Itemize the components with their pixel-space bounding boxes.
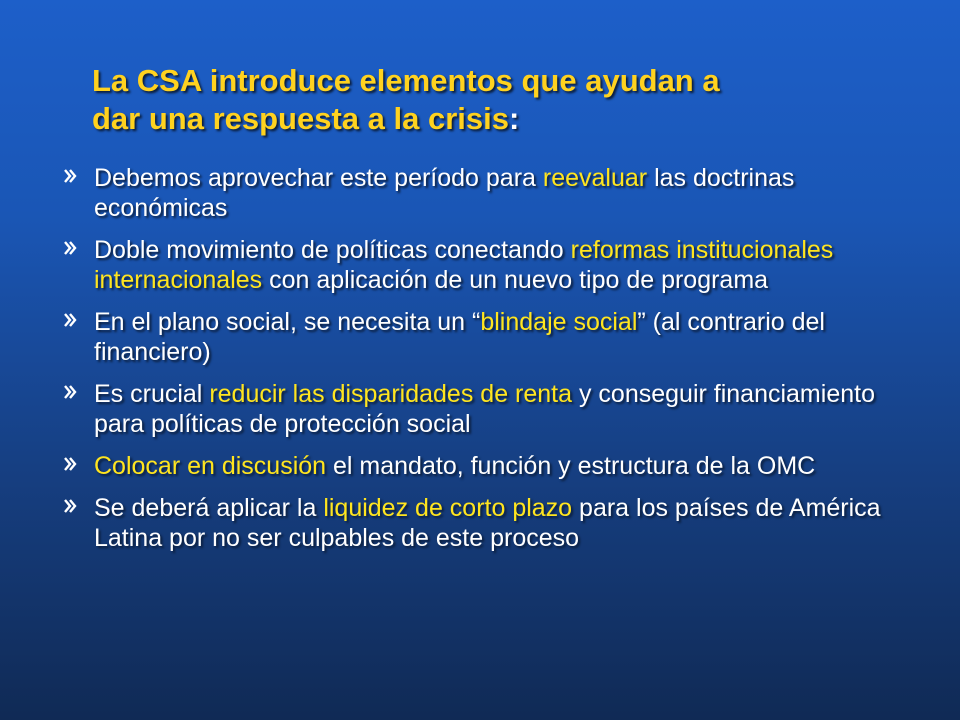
arrow-bullet-icon	[58, 164, 82, 188]
bullet-text: Doble movimiento de políticas conectando	[94, 236, 571, 264]
bullet-text-end: para los países de América Latina por no ser culpables de este proceso	[94, 494, 881, 552]
title-colon: :	[509, 101, 520, 136]
title-line-2-text: dar una respuesta a la crisis	[92, 101, 509, 136]
bullet-highlight: reevaluar	[542, 164, 648, 192]
bullet-highlight: reducir las disparidades de renta	[209, 380, 573, 408]
bullet-text: Es crucial	[94, 380, 210, 408]
bullet-item	[58, 379, 928, 439]
bullet-text-end: ” (al contrario del financiero)	[94, 308, 825, 366]
arrow-bullet-icon	[58, 380, 82, 404]
bullet-text: Debemos aprovechar este período para	[94, 164, 543, 192]
arrow-bullet-icon	[58, 308, 82, 332]
bullet-highlight: Colocar en discusión	[94, 452, 327, 480]
title-line-1: La CSA introduce elementos que ayudan a	[92, 63, 720, 98]
bullet-text-end: las doctrinas económicas	[94, 164, 795, 222]
arrow-bullet-icon	[58, 494, 82, 518]
bullet-text: Se deberá aplicar la	[94, 494, 324, 522]
bullet-text: En el plano social, se necesita un “	[94, 308, 481, 336]
bullet-text-end: con aplicación de un nuevo tipo de programa	[262, 266, 769, 294]
bullet-text-end: y conseguir financiamiento para políticas de protección social	[94, 380, 875, 438]
bullet-item	[58, 493, 928, 553]
bullet-item	[58, 451, 928, 481]
arrow-bullet-icon	[58, 236, 82, 260]
arrow-bullet-icon	[58, 452, 82, 476]
bullet-list	[58, 163, 928, 565]
title-line-2	[92, 101, 519, 136]
bullet-highlight: blindaje social	[480, 308, 638, 336]
slide-title	[92, 62, 912, 138]
bullet-item	[58, 163, 928, 223]
bullet-text-end: el mandato, función y estructura de la OMC	[326, 452, 816, 480]
bullet-item	[58, 235, 928, 295]
bullet-item	[58, 307, 928, 367]
bullet-highlight: reformas institucionales internacionales	[94, 236, 834, 294]
bullet-highlight: liquidez de corto plazo	[323, 494, 573, 522]
